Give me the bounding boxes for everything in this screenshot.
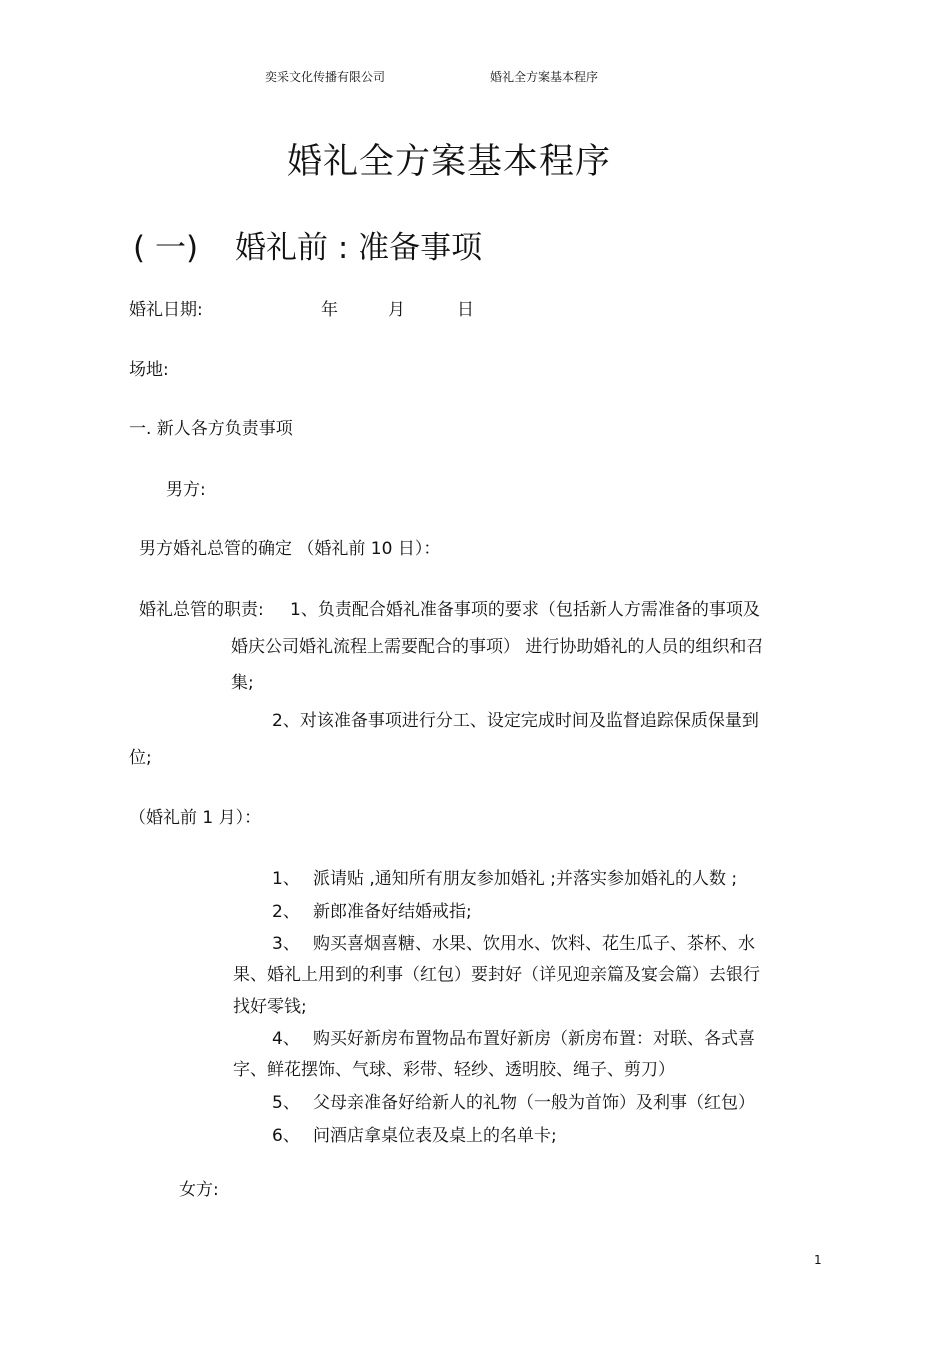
item-text: 问酒店拿桌位表及桌上的名单卡;	[313, 1126, 557, 1146]
month-before-label: （婚礼前 1 月）：	[129, 808, 262, 828]
item-number: 2、	[272, 902, 300, 922]
item-text: 父母亲准备好给新人的礼物（一般为首饰）及利事（红包）	[313, 1093, 755, 1113]
item-text: 果、婚礼上用到的利事（红包）要封好（详见迎亲篇及宴会篇）去银行	[233, 965, 760, 985]
date-month-label: 月	[388, 300, 405, 320]
header-company: 奕采文化传播有限公司	[265, 70, 386, 84]
duty2-line2: 位;	[129, 748, 152, 768]
item-number: 4、	[272, 1029, 300, 1049]
wedding-date-label: 婚礼日期:	[129, 300, 203, 320]
item-text: 购买喜烟喜糖、水果、饮用水、饮料、花生瓜子、茶杯、水	[313, 934, 755, 954]
item-text: 派请贴 ,通知所有朋友参加婚礼 ;并落实参加婚礼的人数 ;	[313, 869, 738, 889]
duty1-line3: 集;	[231, 673, 254, 693]
duty1-line2: 婚庆公司婚礼流程上需要配合的事项） 进行协助婚礼的人员的组织和召	[231, 637, 764, 657]
duty2-line1: 2、对该准备事项进行分工、设定完成时间及监督追踪保质保量到	[272, 711, 759, 731]
bride-label: 女方:	[179, 1180, 219, 1200]
item-number: 5、	[272, 1093, 300, 1113]
item-number: 6、	[272, 1126, 300, 1146]
manager-line: 男方婚礼总管的确定 （婚礼前 10 日）：	[139, 539, 441, 559]
item-number: 3、	[272, 934, 300, 954]
item-number: 1、	[272, 869, 300, 889]
section-number: ( 一)	[133, 230, 199, 266]
section-title: 婚礼前 : 准备事项	[235, 230, 483, 266]
duty1-line1: 1、负责配合婚礼准备事项的要求（包括新人方需准备的事项及	[290, 600, 760, 620]
date-year-label: 年	[321, 300, 338, 320]
duties-label: 婚礼总管的职责:	[139, 600, 264, 620]
item-text: 字、鲜花摆饰、气球、彩带、轻纱、透明胶、绳子、剪刀）	[233, 1060, 675, 1080]
item-text: 找好零钱;	[233, 997, 307, 1017]
groom-label: 男方:	[166, 480, 206, 500]
page-title: 婚礼全方案基本程序	[287, 142, 612, 182]
item-text: 新郎准备好结婚戒指;	[313, 902, 472, 922]
venue-label: 场地:	[129, 360, 169, 380]
page-number: 1	[814, 1253, 822, 1267]
part1-heading: 一. 新人各方负责事项	[129, 419, 293, 439]
item-text: 购买好新房布置物品布置好新房（新房布置：对联、各式喜	[313, 1029, 755, 1049]
date-day-label: 日	[457, 300, 474, 320]
header-doc-title: 婚礼全方案基本程序	[490, 70, 599, 84]
